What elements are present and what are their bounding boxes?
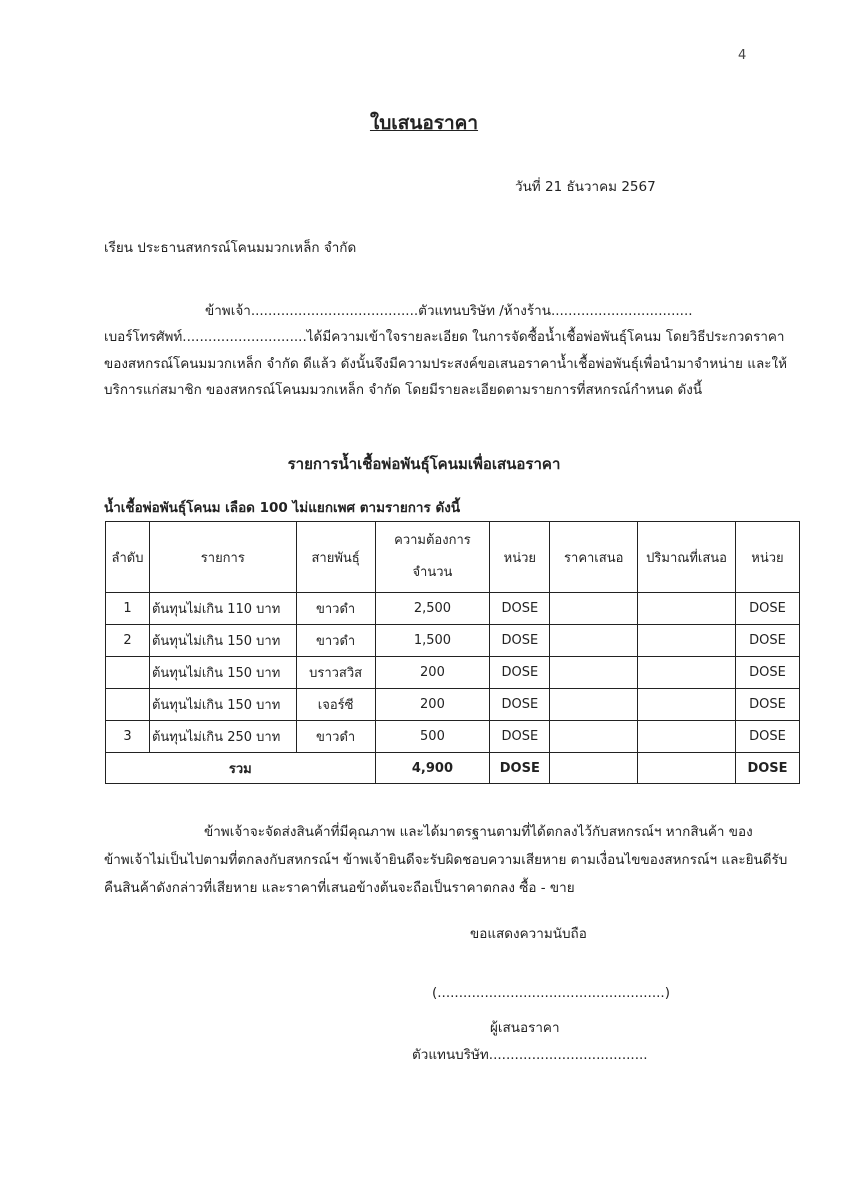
document-date: วันที่ 21 ธันวาคม 2567 xyxy=(515,179,656,195)
cell-unit2: DOSE xyxy=(735,689,799,721)
cell-item: ต้นทุนไม่เกิน 110 บาท xyxy=(149,593,296,625)
total-label: รวม xyxy=(106,753,376,784)
cell-unit2: DOSE xyxy=(735,721,799,753)
cell-breed: บราวสวิส xyxy=(296,657,375,689)
addressee: เรียน ประธานสหกรณ์โคนมมวกเหล็ก จำกัด xyxy=(104,240,357,256)
total-unit: DOSE xyxy=(490,753,550,784)
table-row xyxy=(106,721,800,753)
cell-breed: ขาวดำ xyxy=(296,721,375,753)
cell-offer-qty[interactable] xyxy=(638,689,736,721)
list-title: รายการน้ำเชื้อพ่อพันธุ์โคนมเพื่อเสนอราคา xyxy=(287,455,561,473)
header-requirement xyxy=(375,522,490,593)
header-item: รายการ xyxy=(149,522,296,593)
total-unit2: DOSE xyxy=(735,753,799,784)
cell-item: ต้นทุนไม่เกิน 150 บาท xyxy=(149,625,296,657)
total-offer-qty[interactable] xyxy=(638,753,736,784)
header-requirement-top: ความต้องการ xyxy=(394,533,471,548)
cell-unit2: DOSE xyxy=(735,625,799,657)
cell-item: ต้นทุนไม่เกิน 250 บาท xyxy=(149,721,296,753)
total-qty: 4,900 xyxy=(375,753,490,784)
cell-unit: DOSE xyxy=(490,689,550,721)
table-row xyxy=(106,593,800,625)
cell-offer-qty[interactable] xyxy=(638,625,736,657)
cell-qty: 200 xyxy=(375,689,490,721)
header-requirement-bottom: จำนวน xyxy=(412,565,453,580)
cell-unit2: DOSE xyxy=(735,657,799,689)
cell-item: ต้นทุนไม่เกิน 150 บาท xyxy=(149,689,296,721)
table-total-row xyxy=(106,753,800,784)
table-row xyxy=(106,689,800,721)
cell-price[interactable] xyxy=(550,593,638,625)
signer-role: ผู้เสนอราคา xyxy=(490,1020,560,1036)
cell-price[interactable] xyxy=(550,721,638,753)
cell-qty: 1,500 xyxy=(375,625,490,657)
company-representative: ตัวแทนบริษัท..................................... xyxy=(412,1047,648,1063)
cell-order xyxy=(106,689,150,721)
cell-offer-qty[interactable] xyxy=(638,593,736,625)
cell-breed: ขาวดำ xyxy=(296,625,375,657)
cell-offer-qty[interactable] xyxy=(638,657,736,689)
header-breed: สายพันธุ์ xyxy=(296,522,375,593)
cell-qty: 500 xyxy=(375,721,490,753)
table-header-row xyxy=(106,522,800,593)
closing-paragraph: ข้าพเจ้าจะจัดส่งสินค้าที่มีคุณภาพ และได้มาตรฐานตามที่ได้ตกลงไว้กับสหกรณ์ฯ หากสินค้า ของข้าพเจ้าไม่เป็นไปตามที่ตกลงกับสหกรณ์ฯ ข้าพเจ้ายินดีจะรับผิดชอบความเสียหาย ตามเงื่อนไขของสหกรณ์ฯ และยินดีรับคืนสินค้าดังกล่าวที่เสียหาย และราคาที่เสนอข้างต้นจะถือเป็นราคาตกลง ซื้อ - ขาย xyxy=(104,824,788,896)
cell-price[interactable] xyxy=(550,657,638,689)
cell-unit: DOSE xyxy=(490,625,550,657)
cell-qty: 2,500 xyxy=(375,593,490,625)
cell-order: 2 xyxy=(106,625,150,657)
total-price[interactable] xyxy=(550,753,638,784)
page-title: ใบเสนอราคา xyxy=(369,112,479,134)
regards: ขอแสดงความนับถือ xyxy=(470,926,587,942)
cell-breed: ขาวดำ xyxy=(296,593,375,625)
cell-order: 1 xyxy=(106,593,150,625)
quotation-table xyxy=(105,521,800,784)
header-offer-qty: ปริมาณที่เสนอ xyxy=(638,522,736,593)
cell-order xyxy=(106,657,150,689)
cell-price[interactable] xyxy=(550,625,638,657)
cell-item: ต้นทุนไม่เกิน 150 บาท xyxy=(149,657,296,689)
table-row xyxy=(106,657,800,689)
table-title: น้ำเชื้อพ่อพันธุ์โคนม เลือด 100 ไม่แยกเพศ ตามรายการ ดังนี้ xyxy=(104,500,461,516)
intro-line: ข้าพเจ้า.......................................ตัวแทนบริษัท /ห้างร้าน................................. xyxy=(205,303,693,319)
header-order: ลำดับ xyxy=(106,522,150,593)
cell-unit: DOSE xyxy=(490,721,550,753)
cell-unit2: DOSE xyxy=(735,593,799,625)
cell-unit: DOSE xyxy=(490,593,550,625)
header-offer-price: ราคาเสนอ xyxy=(550,522,638,593)
cell-breed: เจอร์ซี xyxy=(296,689,375,721)
header-unit: หน่วย xyxy=(490,522,550,593)
cell-price[interactable] xyxy=(550,689,638,721)
page-number: 4 xyxy=(738,48,747,63)
cell-offer-qty[interactable] xyxy=(638,721,736,753)
header-unit2: หน่วย xyxy=(735,522,799,593)
intro-paragraph: เบอร์โทรศัพท์.............................ได้มีความเข้าใจรายละเอียด ในการจัดซื้อน้ำเชื้อพ่อพันธุ์โคนม โดยวิธีประกวดราคา ของสหกรณ์โคนมมวกเหล็ก จำกัด ดีแล้ว ดังนั้นจึงมีความประสงค์ขอเสนอราคาน้ำเชื้อพ่อพันธุ์เพื่อนำมาจำหน่าย และให้บริการแก่สมาชิก ของสหกรณ์โคนมมวกเหล็ก จำกัด โดยมีรายละเอียดตามรายการที่สหกรณ์กำหนด ดังนี้ xyxy=(104,329,787,398)
cell-order: 3 xyxy=(106,721,150,753)
cell-unit: DOSE xyxy=(490,657,550,689)
table-row xyxy=(106,625,800,657)
signature-line: (.....................................................) xyxy=(432,985,670,1001)
cell-qty: 200 xyxy=(375,657,490,689)
